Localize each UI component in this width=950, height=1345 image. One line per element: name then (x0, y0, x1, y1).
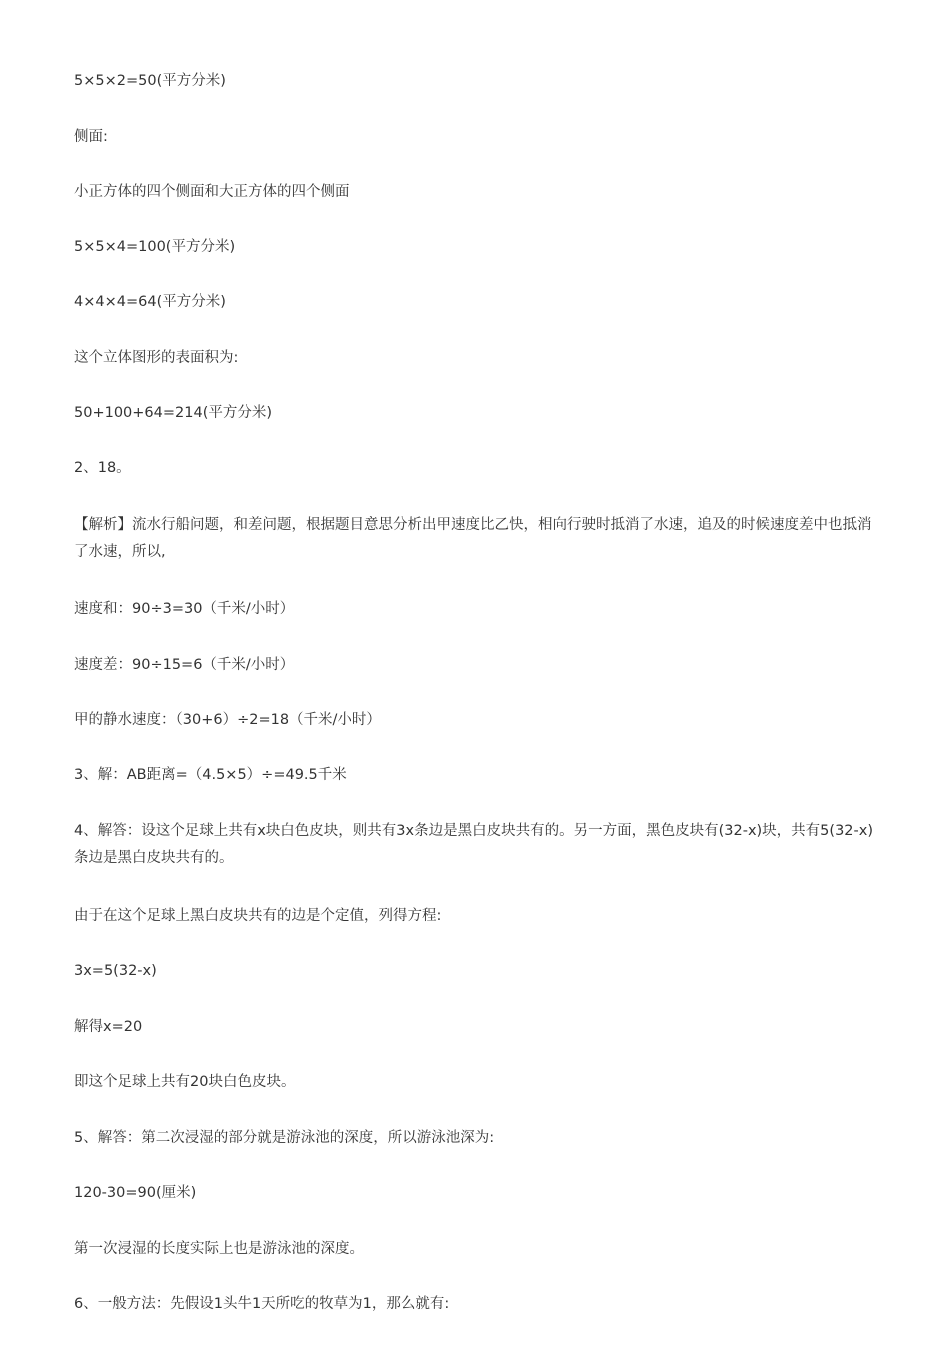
text-line: 50+100+64=214(平方分米) (74, 405, 273, 421)
text-line: 小正方体的四个侧面和大正方体的四个侧面 (74, 184, 350, 200)
text-line: 速度差：90÷15=6（千米/小时） (74, 657, 295, 673)
text-line: 5×5×4=100(平方分米) (74, 239, 236, 255)
text-line: 第一次浸湿的长度实际上也是游泳池的深度。 (74, 1241, 364, 1257)
text-paragraph: 4、解答：设这个足球上共有x块白色皮块，则共有3x条边是黑白皮块共有的。另一方面，黑色皮块有(32-x)块，共有5(32-x)条边是黑白皮块共有的。 (74, 823, 873, 866)
text-line: 侧面: (74, 129, 108, 145)
text-line: 解得x=20 (74, 1019, 143, 1035)
text-line: 4×4×4=64(平方分米) (74, 294, 226, 310)
text-line: 3x=5(32-x) (74, 963, 157, 979)
text-line: 5、解答：第二次浸湿的部分就是游泳池的深度，所以游泳池深为: (74, 1130, 495, 1146)
text-line: 甲的静水速度：（30+6）÷2=18（千米/小时） (74, 712, 381, 728)
text-line: 3、解：AB距离=（4.5×5）÷=49.5千米 (74, 767, 347, 783)
text-line: 120-30=90(厘米) (74, 1185, 197, 1201)
text-line: 由于在这个足球上黑白皮块共有的边是个定值，列得方程: (74, 908, 442, 924)
text-line: 速度和：90÷3=30（千米/小时） (74, 601, 295, 617)
text-line: 2、18。 (74, 460, 131, 476)
text-paragraph: 【解析】流水行船问题，和差问题，根据题目意思分析出甲速度比乙快，相向行驶时抵消了水速，追及的时候速度差中也抵消了水速，所以, (74, 517, 872, 560)
text-line: 这个立体图形的表面积为: (74, 350, 239, 366)
text-line: 即这个足球上共有20块白色皮块。 (74, 1074, 296, 1090)
text-line: 5×5×2=50(平方分米) (74, 73, 226, 89)
text-line: 6、一般方法：先假设1头牛1天所吃的牧草为1，那么就有: (74, 1296, 450, 1312)
